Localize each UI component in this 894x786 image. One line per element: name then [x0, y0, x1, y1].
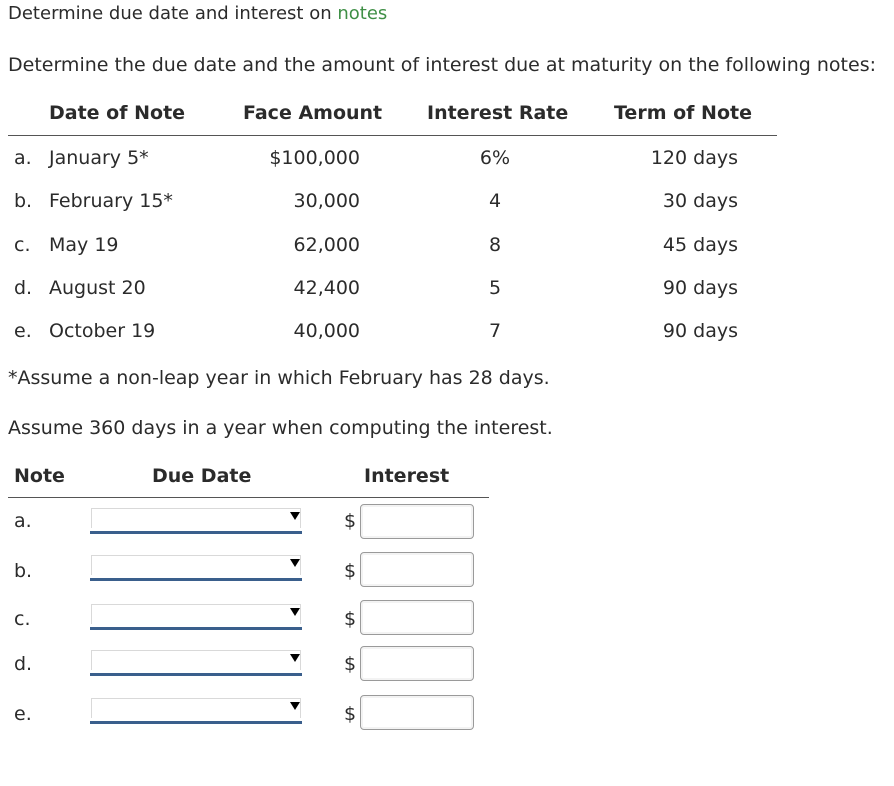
row-letter: e. — [14, 320, 32, 342]
table-divider — [8, 135, 777, 136]
answer-label: d. — [14, 653, 33, 675]
row-rate: 7 — [488, 320, 502, 342]
row-face: 62,000 — [293, 234, 360, 256]
row-term: 30 days — [662, 190, 738, 212]
page-title — [8, 3, 387, 24]
interest-input[interactable] — [360, 600, 474, 635]
dollar-sign: $ — [344, 608, 357, 630]
row-term: 90 days — [662, 320, 738, 342]
row-term: 45 days — [662, 234, 738, 256]
row-rate: 8 — [488, 234, 502, 256]
due-date-dropdown[interactable] — [90, 554, 302, 581]
row-face: 30,000 — [293, 190, 360, 212]
interest-input[interactable] — [360, 552, 474, 587]
row-date: January 5* — [49, 147, 149, 169]
row-rate: 4 — [488, 190, 502, 212]
row-rate: 6% — [479, 147, 511, 169]
row-face: 42,400 — [293, 277, 360, 299]
row-date: May 19 — [49, 234, 119, 256]
dollar-sign: $ — [344, 703, 357, 725]
row-letter: c. — [14, 234, 31, 256]
interest-input[interactable] — [360, 504, 474, 539]
row-rate: 5 — [488, 277, 502, 299]
row-term: 90 days — [662, 277, 738, 299]
title-text: Determine due date and interest on — [8, 3, 338, 24]
dollar-sign: $ — [344, 560, 357, 582]
header-interest: Interest — [364, 465, 450, 487]
row-letter: d. — [14, 277, 33, 299]
row-letter: b. — [14, 190, 33, 212]
due-date-dropdown[interactable] — [90, 603, 302, 630]
header-term-of-note: Term of Note — [614, 102, 752, 124]
answer-table-divider — [8, 497, 489, 498]
row-term: 120 days — [650, 147, 738, 169]
notes-link[interactable]: notes — [337, 3, 388, 24]
footnote: *Assume a non-leap year in which February has 28 days. — [8, 367, 550, 389]
chevron-down-icon — [290, 512, 300, 520]
instructions: Determine the due date and the amount of interest due at maturity on the following notes: — [8, 54, 876, 76]
answer-label: b. — [14, 560, 33, 582]
row-date: August 20 — [49, 277, 146, 299]
header-due-date: Due Date — [152, 465, 252, 487]
due-date-dropdown[interactable] — [90, 697, 302, 724]
chevron-down-icon — [290, 608, 300, 616]
answer-label: e. — [14, 703, 32, 725]
dollar-sign: $ — [344, 510, 357, 532]
interest-input[interactable] — [360, 695, 474, 730]
header-note: Note — [14, 465, 65, 487]
chevron-down-icon — [290, 702, 300, 710]
chevron-down-icon — [290, 559, 300, 567]
chevron-down-icon — [290, 654, 300, 662]
answer-label: a. — [14, 510, 32, 532]
row-date: October 19 — [49, 320, 156, 342]
interest-input[interactable] — [360, 646, 474, 681]
due-date-dropdown[interactable] — [90, 649, 302, 676]
header-date-of-note: Date of Note — [49, 102, 186, 124]
row-letter: a. — [14, 147, 32, 169]
row-face: 40,000 — [293, 320, 360, 342]
row-date: February 15* — [49, 190, 173, 212]
assumption-note: Assume 360 days in a year when computing the interest. — [8, 417, 553, 439]
header-face-amount: Face Amount — [243, 102, 383, 124]
header-interest-rate: Interest Rate — [427, 102, 569, 124]
answer-label: c. — [14, 608, 31, 630]
row-face: $100,000 — [269, 147, 360, 169]
dollar-sign: $ — [344, 653, 357, 675]
due-date-dropdown[interactable] — [90, 507, 302, 534]
